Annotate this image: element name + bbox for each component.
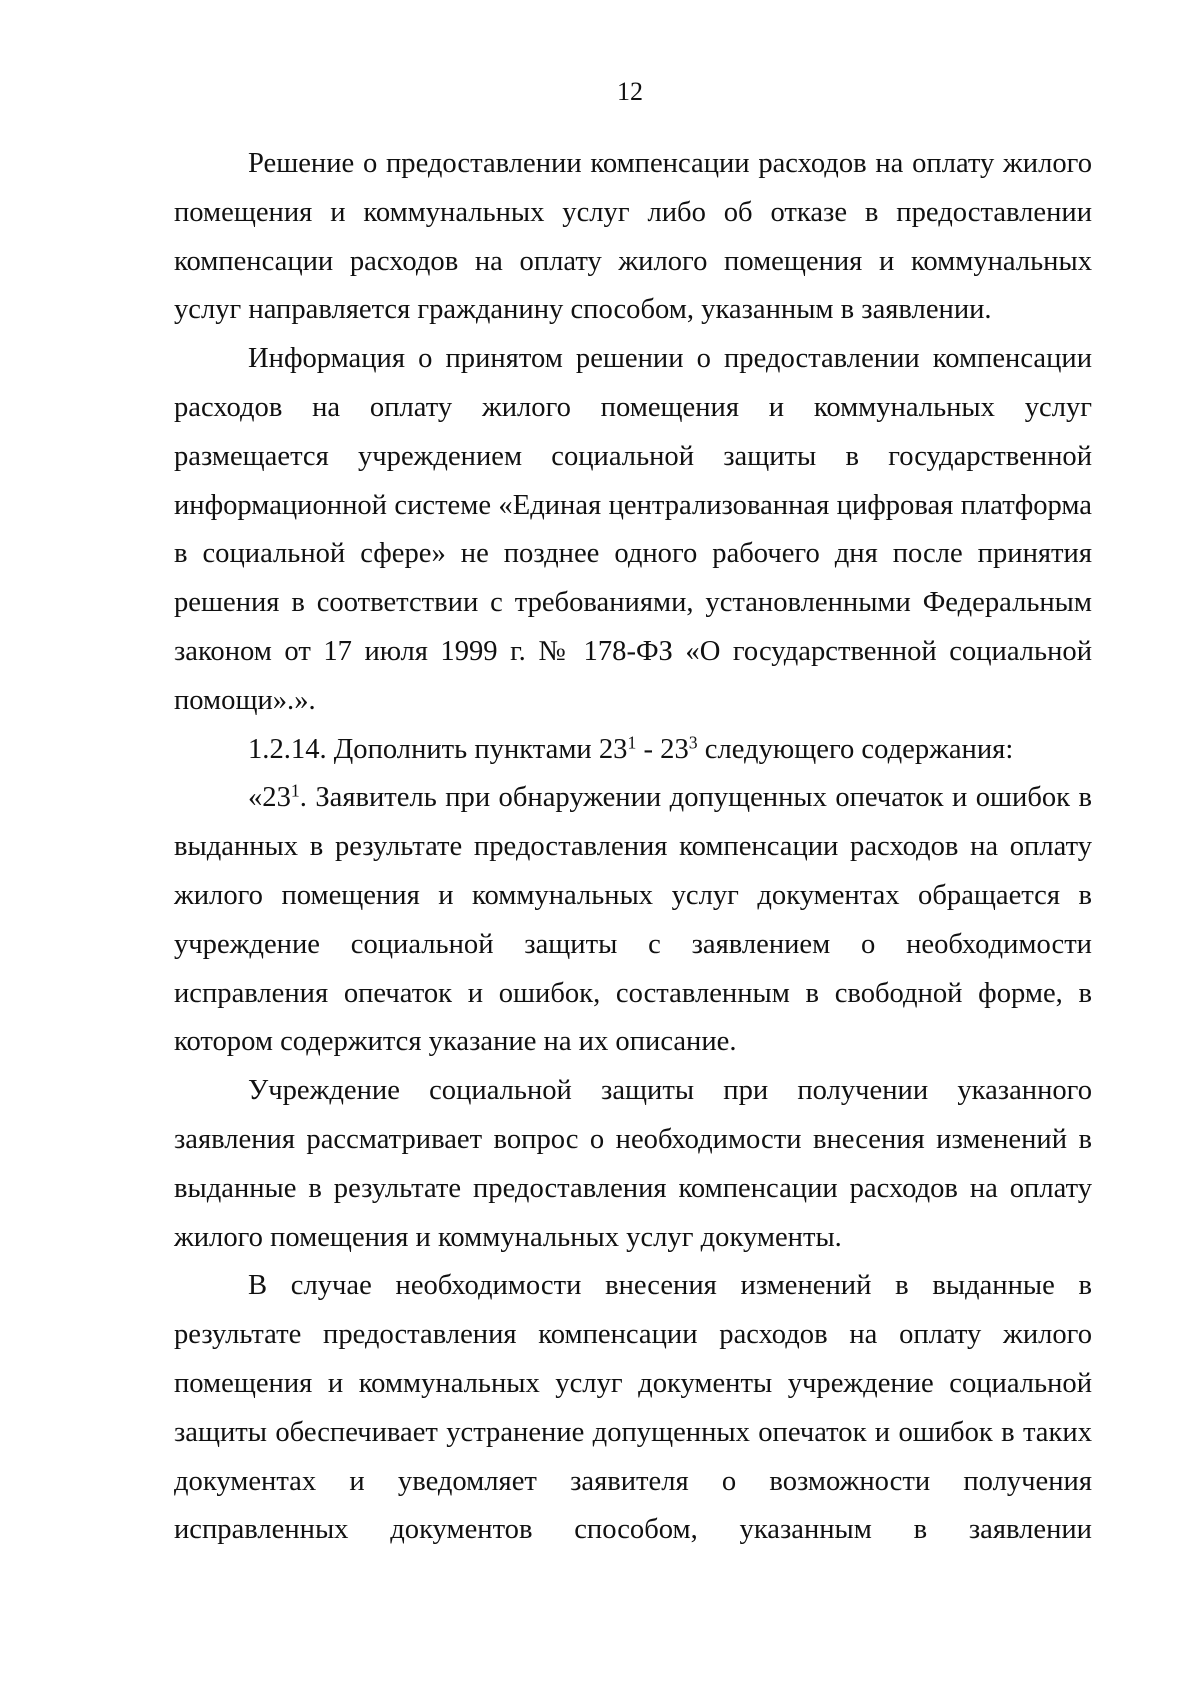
paragraph-amendment-clause xyxy=(174,726,1092,775)
item-text: . Заявитель при обнаружении допущенных опечаток и ошибок в выданных в результате предоставления компенсации расходов на оплату жилого помещения и коммунальных услуг документах обращается в учреждение социальной защиты с заявлением о необходимости исправления опечаток и ошибок, составленным в свободной форме, в котором содержится указание на их описание. xyxy=(174,782,1092,1058)
item-number: «23 xyxy=(248,782,291,814)
clause-text-start: 1.2.14. Дополнить пунктами 23 xyxy=(248,733,628,765)
paragraph-corrections: В случае необходимости внесения изменений в выданные в результате предоставления компенсации расходов на оплату жилого помещения и коммунальных услуг документы учреждение социальной защиты обеспечивает устранение допущенных опечаток и ошибок в таких документах и уведомляет заявителя о возможности получения исправленных документов способом, указанным в заявлении xyxy=(174,1270,1092,1546)
paragraph-review-request: Учреждение социальной защиты при получении указанного заявления рассматривает вопрос о необходимости внесения изменений в выданные в результате предоставления компенсации расходов на оплату жилого помещения и коммунальных услуг документы. xyxy=(174,1075,1092,1253)
paragraph-decision-notice: Решение о предоставлении компенсации расходов на оплату жилого помещения и коммунальных услуг либо об отказе в предоставлении компенсации расходов на оплату жилого помещения и коммунальных услуг направляется гражданину способом, указанным в заявлении. xyxy=(174,148,1092,326)
clause-text-end: следующего содержания: xyxy=(697,733,1014,765)
superscript: 1 xyxy=(290,780,300,801)
page-number: 12 xyxy=(617,77,643,106)
document-body xyxy=(174,140,1092,1555)
superscript: 3 xyxy=(688,731,698,752)
paragraph-item-23-1 xyxy=(174,774,1092,1067)
clause-text-middle: - 23 xyxy=(636,733,689,765)
superscript: 1 xyxy=(627,731,637,752)
paragraph-information-placement: Информация о принятом решении о предоставлении компенсации расходов на оплату жилого помещения и коммунальных услуг размещается учреждением социальной защиты в государственной информационной системе «Единая централизованная цифровая платформа в социальной сфере» не позднее одного рабочего дня после принятия решения в соответствии с требованиями, установленными Федеральным законом от 17 июля 1999 г. № 178-ФЗ «О государственной социальной помощи».». xyxy=(174,343,1092,716)
